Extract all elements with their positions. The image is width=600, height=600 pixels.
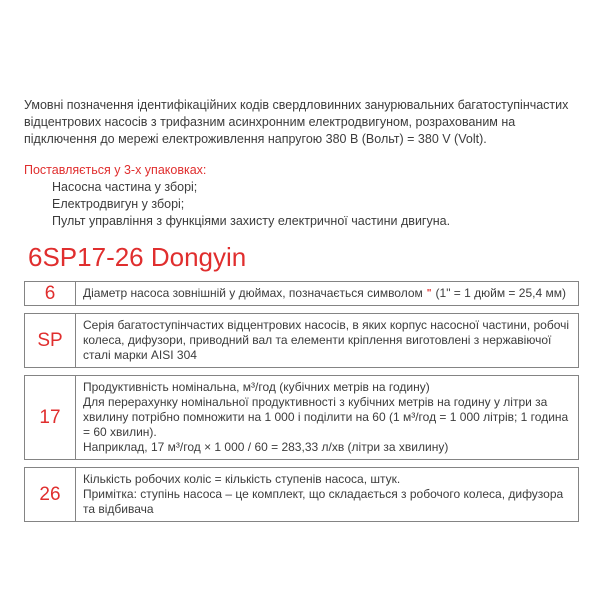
- packaging-item: Пульт управління з функціями захисту електричної частини двигуна.: [52, 214, 451, 228]
- packaging-item: Електродвигун у зборі;: [52, 197, 185, 211]
- description-line: Для перерахунку номінальної продуктивності з кубічних метрів на годину у літри за хвилину потрібно помножити на 1 000 і поділити на 60 (1 м³/год = 1 000 літрів; 1 година = 60 хвилин).: [83, 395, 569, 439]
- table-row: [24, 375, 579, 460]
- code-cell: SP: [25, 314, 76, 367]
- description-line: Примітка: ступінь насоса – це комплект, що складається з робочого колеса, дифузора та відбивача: [83, 487, 564, 516]
- packaging-section: [24, 162, 579, 230]
- code-cell: 6: [25, 282, 76, 305]
- spec-table: [24, 281, 579, 522]
- description-line: Наприклад, 17 м³/год × 1 000 / 60 = 283,33 л/хв (літри за хвилину): [83, 440, 449, 454]
- table-row: [24, 467, 579, 522]
- description-text: Діаметр насоса зовнішній у дюймах, позначається символом: [83, 286, 423, 300]
- description-text: (1" = 1 дюйм = 25,4 мм): [435, 286, 566, 300]
- intro-paragraph: Умовні позначення ідентифікаційних кодів свердловинних занурювальних багатоступінчастих відцентрових насосів з трифазним асинхронним електродвигуном, розрахованим на підключення до мережі електроживлення напругою 380 В (Вольт) = 380 V (Volt).: [24, 98, 569, 146]
- table-row: [24, 281, 579, 306]
- packaging-heading: Поставляється у 3-х упаковках:: [24, 163, 207, 177]
- table-row: [24, 313, 579, 368]
- packaging-list: [24, 179, 579, 230]
- packaging-item: Насосна частина у зборі;: [52, 180, 198, 194]
- code-cell: 17: [25, 376, 76, 459]
- description-cell: [76, 376, 578, 459]
- description-line: Серія багатоступінчастих відцентрових насосів, в яких корпус насосної частини, робочі колеса, дифузори, приводний вал та елементи кріплення виготовлені з нержавіючої сталі марки AISI 304: [83, 318, 570, 362]
- description-line: Продуктивність номінальна, м³/год (кубічних метрів на годину): [83, 380, 430, 394]
- description-cell: [76, 282, 578, 305]
- description-cell: [76, 314, 578, 367]
- code-cell: 26: [25, 468, 76, 521]
- description-cell: [76, 468, 578, 521]
- description-line: Кількість робочих коліс = кількість ступенів насоса, штук.: [83, 472, 401, 486]
- inch-symbol: ": [426, 288, 432, 299]
- model-title: 6SP17-26 Dongyin: [28, 242, 247, 272]
